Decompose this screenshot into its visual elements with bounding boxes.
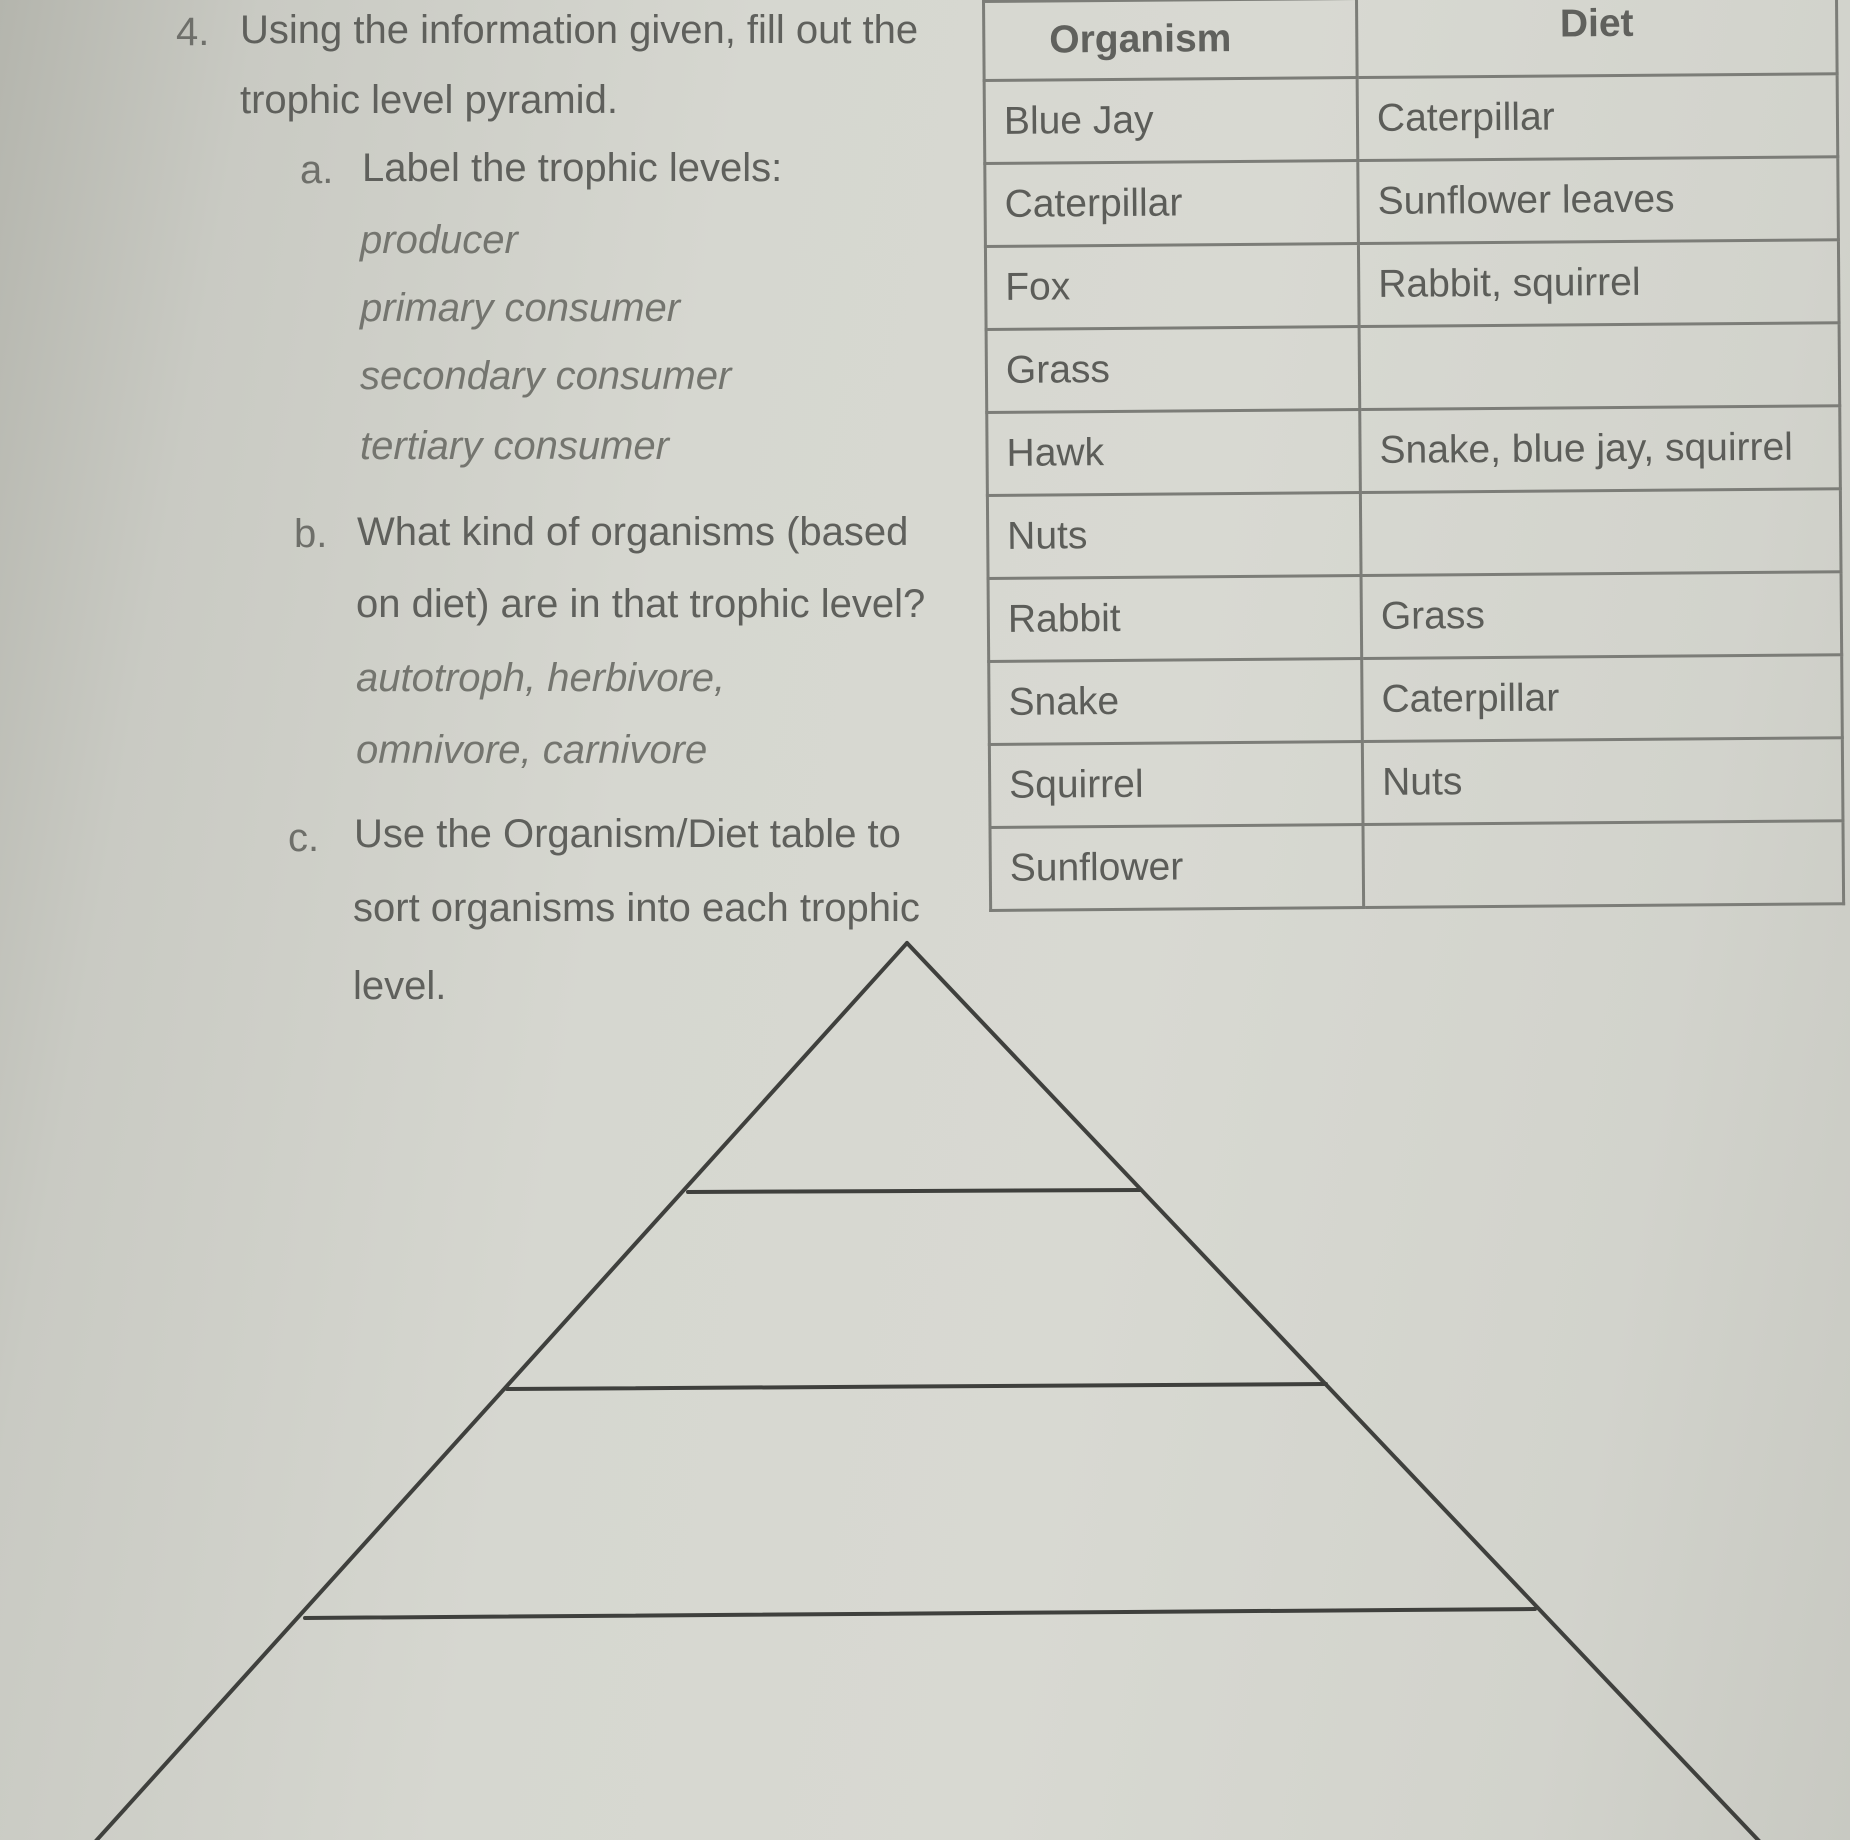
diet-type-options-line1: autotroph, herbivore, (356, 656, 726, 700)
part-c-letter: c. (288, 816, 320, 860)
part-b-letter: b. (294, 512, 328, 556)
question-text-line2: trophic level pyramid. (240, 78, 618, 122)
part-c-line3: level. (353, 964, 447, 1008)
pyramid-tier-divider-3 (305, 1609, 1535, 1618)
pyramid-tier-divider-1 (688, 1190, 1140, 1192)
part-c-line1: Use the Organism/Diet table to (354, 812, 901, 856)
question-text-line1: Using the information given, fill out the (240, 8, 919, 52)
trophic-option-primary: primary consumer (360, 286, 681, 330)
trophic-option-producer: producer (360, 218, 518, 262)
part-b-line1: What kind of organisms (based (357, 510, 909, 554)
organism-cell: Grass (986, 327, 1360, 413)
trophic-option-secondary: secondary consumer (360, 354, 732, 398)
organism-cell: Hawk (987, 410, 1361, 496)
pyramid-tier-3-answer-area[interactable] (460, 1395, 1360, 1605)
pyramid-tier-4-answer-area[interactable] (280, 1625, 1580, 1835)
pyramid-tier-1-answer-area[interactable] (760, 1040, 1060, 1180)
diet-cell: Snake, blue jay, squirrel (1360, 406, 1841, 493)
diet-cell: Grass (1361, 572, 1842, 659)
organism-cell: Snake (989, 659, 1363, 745)
part-a-prompt: Label the trophic levels: (362, 146, 783, 190)
part-b-line2: on diet) are in that trophic level? (356, 582, 926, 626)
diet-type-options-line2: omnivore, carnivore (356, 728, 708, 772)
organism-cell: Sunflower (990, 825, 1364, 911)
diet-cell: Rabbit, squirrel (1358, 240, 1839, 327)
organism-cell: Caterpillar (985, 161, 1359, 247)
organism-cell: Blue Jay (984, 78, 1358, 164)
diet-cell: Nuts (1362, 738, 1843, 825)
part-a-letter: a. (300, 148, 334, 192)
diet-cell: Sunflower leaves (1358, 157, 1839, 244)
diet-cell: Caterpillar (1362, 655, 1843, 742)
organism-cell: Rabbit (988, 576, 1362, 662)
organism-cell: Nuts (987, 493, 1361, 579)
pyramid-tier-2-answer-area[interactable] (640, 1200, 1200, 1380)
organism-cell: Squirrel (989, 742, 1363, 828)
organism-cell: Fox (985, 244, 1359, 330)
trophic-option-tertiary: tertiary consumer (360, 424, 669, 468)
pyramid-tier-divider-2 (507, 1384, 1326, 1389)
header-organism: Organism (984, 0, 1358, 80)
header-diet: Diet (1357, 0, 1838, 78)
part-c-line2: sort organisms into each trophic (353, 886, 920, 930)
diet-cell: Caterpillar (1357, 74, 1838, 161)
question-number: 4. (176, 10, 210, 54)
